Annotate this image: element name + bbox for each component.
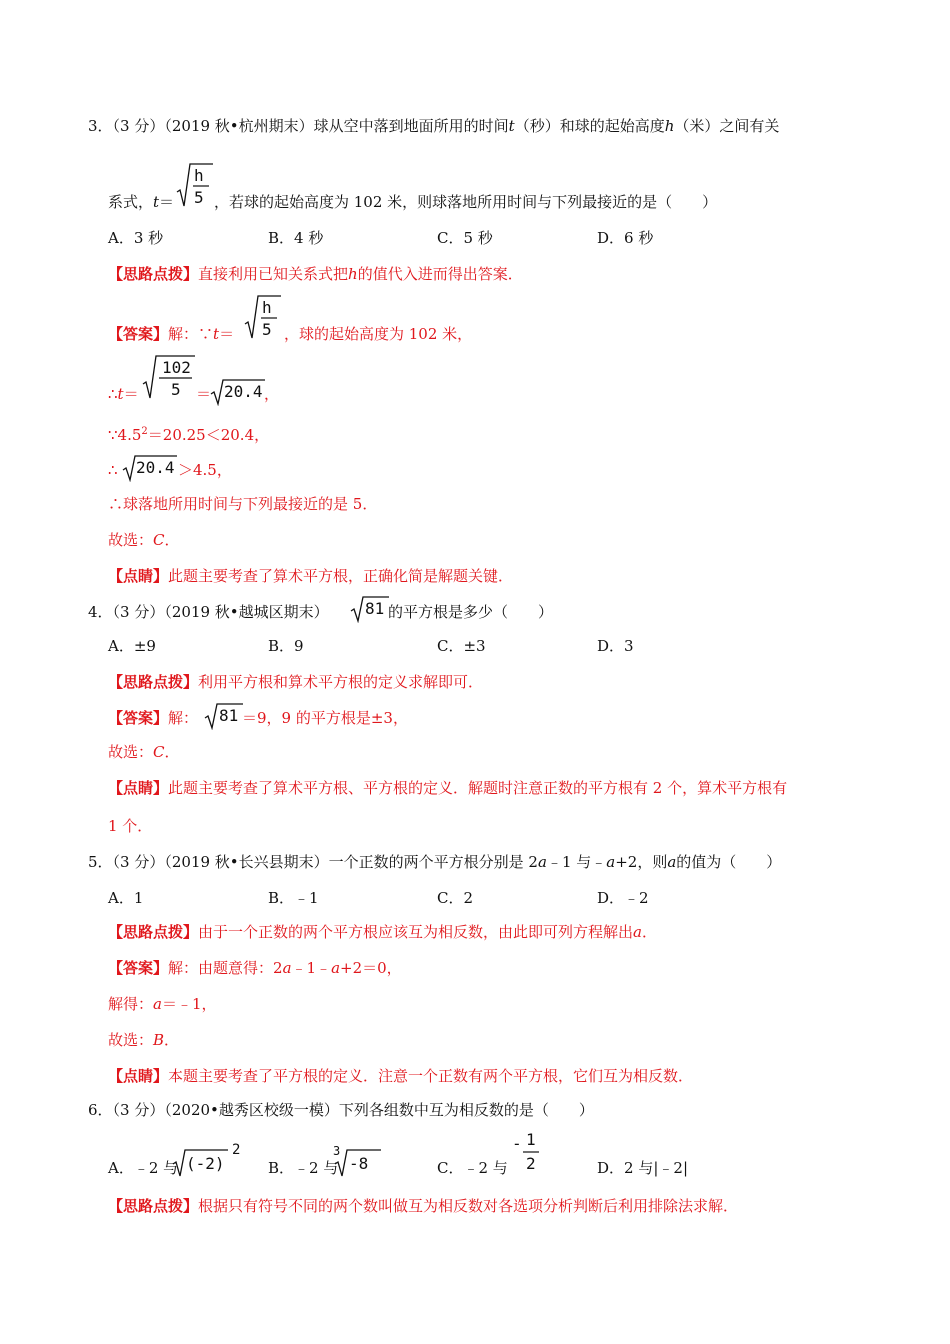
q4-option-b[interactable]: B．9	[268, 637, 304, 655]
q6-option-b[interactable]: B．﹣2 与	[268, 1159, 339, 1177]
q3-option-d[interactable]: D．6 秒	[597, 229, 654, 247]
q3-step3-radical: 20.4	[122, 454, 178, 482]
q4-comment-cont: 1 个．	[108, 817, 153, 835]
q6-option-a[interactable]: A．﹣2 与	[108, 1159, 179, 1177]
q4-answer: 【答案】解：	[108, 709, 199, 727]
q3-formula-sqrt-h-over-5: h 5	[176, 162, 214, 210]
q4-stem-radical: 81	[350, 595, 390, 623]
q5-comment: 【点睛】本题主要考查了平方根的定义．注意一个正数有两个平方根，它们互为相反数．	[108, 1067, 694, 1085]
q6-stem: 6．（3 分）（2020•越秀区校级一模）下列各组数中互为相反数的是（ ）	[88, 1101, 594, 1119]
q3-option-b[interactable]: B．4 秒	[268, 229, 324, 247]
q3-step1-eq2: ＝	[196, 385, 212, 403]
q3-option-a[interactable]: A．3 秒	[108, 229, 164, 247]
q3-comment: 【点睛】此题主要考查了算术平方根，正确化简是解题关键．	[108, 567, 514, 585]
q4-comment: 【点睛】此题主要考查了算术平方根、平方根的定义．解题时注意正数的平方根有 2 个，算术平方根有	[108, 779, 788, 797]
q5-option-c[interactable]: C．2	[437, 889, 474, 907]
q3-stem-line2-suffix: ，若球的起始高度为 102 米，则球落地所用时间与下列最接近的是（ ）	[214, 193, 718, 211]
q3-step1-frac-radical: 102 5	[142, 354, 196, 402]
q5-choose: 故选：B．	[108, 1031, 180, 1049]
q4-stem-end: 的平方根是多少（ ）	[388, 603, 554, 621]
q5-number: 5．	[88, 853, 113, 871]
q3-step1-radical: 20.4	[210, 378, 266, 406]
q4-answer-radical: 81	[204, 702, 244, 730]
q3-step1: ∴t＝	[108, 385, 139, 403]
q3-step1-end: ，	[264, 385, 280, 403]
q4-stem: 4．（3 分）（2019 秋•越城区期末）	[88, 603, 329, 621]
q5-option-d[interactable]: D．﹣2	[597, 889, 649, 907]
q6-option-b-cube-root: 3 -8	[333, 1146, 387, 1178]
q6-option-c[interactable]: C．﹣2 与	[437, 1159, 508, 1177]
q5-option-a[interactable]: A．1	[108, 889, 144, 907]
q3-score: （3 分）	[112, 117, 165, 135]
q4-number: 4．	[88, 603, 113, 621]
q5-answer: 【答案】解：由题意得：2a﹣1﹣a+2＝0，	[108, 959, 402, 977]
q6-option-c-fraction: - 1 2	[512, 1130, 536, 1173]
q6-hint: 【思路点拨】根据只有符号不同的两个数叫做互为相反数对各选项分析判断后利用排除法求解．	[108, 1197, 739, 1215]
q3-step4: ∴球落地所用时间与下列最接近的是 5．	[108, 495, 378, 513]
q5-hint: 【思路点拨】由于一个正数的两个平方根应该互为相反数，由此即可列方程解出a．	[108, 923, 657, 941]
q3-choose: 故选：C．	[108, 531, 180, 549]
q3-source: （2019 秋•杭州期末）	[164, 117, 314, 135]
q3-hint: 【思路点拨】直接利用已知关系式把h的值代入进而得出答案．	[108, 265, 523, 283]
q3-step3-end: ＞4.5，	[178, 461, 232, 479]
q3-stem-line2: 系式，t＝	[108, 193, 175, 211]
q4-option-c[interactable]: C．±3	[437, 637, 486, 655]
q4-hint: 【思路点拨】利用平方根和算术平方根的定义求解即可．	[108, 673, 484, 691]
q3-option-c[interactable]: C．5 秒	[437, 229, 493, 247]
q3-answer: 【答案】解：∵t＝	[108, 325, 235, 343]
q5-solve: 解得：a＝﹣1，	[108, 995, 217, 1013]
q4-choose: 故选：C．	[108, 743, 180, 761]
q6-option-a-radical: (-2) 2	[172, 1144, 244, 1178]
q4-option-d[interactable]: D．3	[597, 637, 634, 655]
q3-step3: ∴	[108, 461, 118, 479]
q4-answer-end: ＝9，9 的平方根是±3，	[242, 709, 408, 727]
q5-option-b[interactable]: B．﹣1	[268, 889, 319, 907]
q3-stem-line1: 3．（3 分）（2019 秋•杭州期末）球从空中落到地面所用的时间t（秒）和球的起始高度h（米）之间有关	[88, 117, 780, 135]
q6-option-d[interactable]: D．2 与|﹣2|	[597, 1159, 688, 1177]
q5-stem: 5．（3 分）（2019 秋•长兴县期末）一个正数的两个平方根分别是 2a﹣1 与﹣a+2，则a的值为（ ）	[88, 853, 782, 871]
q6-number: 6．	[88, 1101, 113, 1119]
q3-step2: $\because 4.5^2=20.25<20.4$，	[108, 426, 270, 444]
q3-number: 3．	[88, 117, 113, 135]
q4-option-a[interactable]: A．±9	[108, 637, 156, 655]
q3-answer-suffix: ，球的起始高度为 102 米，	[284, 325, 473, 343]
q3-answer-formula: h 5	[244, 294, 282, 342]
